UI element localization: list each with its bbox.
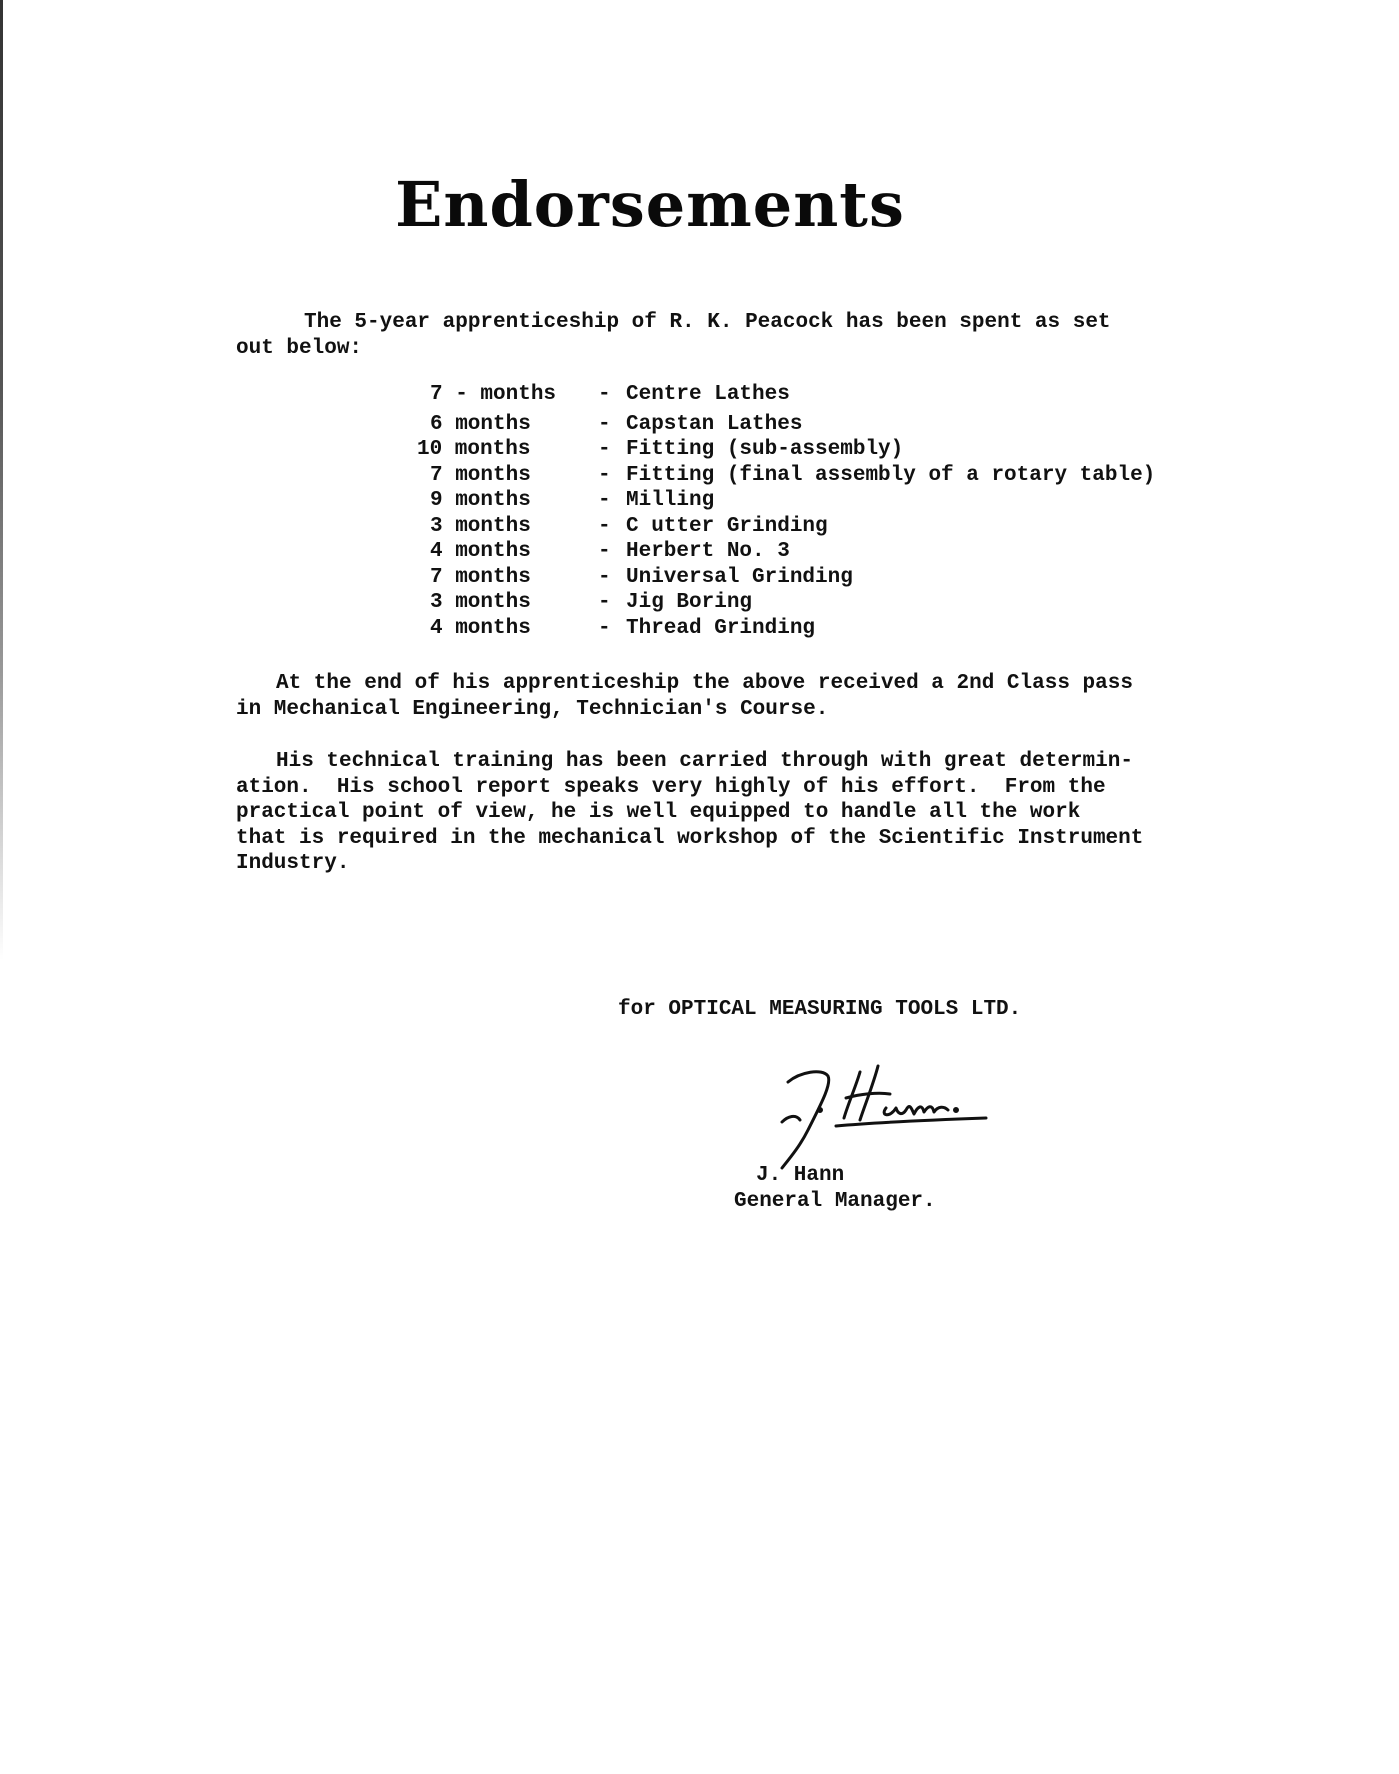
signer-role: General Manager. [734,1189,936,1213]
list-dash: - [598,412,611,436]
training-duration: 7 months [430,463,531,487]
training-duration: 3 months [430,514,531,538]
assessment-line: Industry. [236,852,350,875]
list-dash: - [598,540,611,563]
training-item [430,616,1230,642]
training-area: Universal Grinding [626,565,853,589]
assessment-line: practical point of view, he is well equipped to handle all the work [236,801,1081,824]
intro-paragraph [236,310,1236,361]
signer-block [734,1163,936,1214]
intro-line: The 5-year apprenticeship of R. K. Peacock has been spent as set [304,311,1111,334]
training-item [417,437,1230,463]
training-item [430,488,1230,514]
list-dash: - [598,616,611,640]
training-item [430,565,1230,591]
page-edge [0,0,3,960]
training-duration: 4 months [430,616,531,640]
result-line: At the end of his apprenticeship the above received a 2nd Class pass [276,672,1133,695]
training-item [430,412,1230,438]
signer-name: J. Hann [756,1164,845,1187]
intro-line: out below: [236,336,363,360]
training-area: Fitting (sub-assembly) [626,438,904,461]
list-dash: - [598,489,611,512]
handwritten-signature [760,1050,1000,1170]
training-item [430,463,1230,489]
training-area: Milling [626,489,715,512]
result-line: in Mechanical Engineering, Technician's Course. [236,697,829,721]
training-list [417,382,1230,641]
training-duration: 9 months [430,489,531,512]
assessment-line: that is required in the mechanical workshop of the Scientific Instrument [236,826,1144,850]
training-duration: 10 months [417,438,531,461]
training-duration: 3 months [430,591,531,614]
training-duration: 4 months [430,540,531,563]
training-area: C utter Grinding [626,514,828,538]
list-dash: - [598,438,611,461]
training-duration: 7 - months [430,383,557,406]
company-line: for OPTICAL MEASURING TOOLS LTD. [618,998,1022,1021]
training-area: Capstan Lathes [626,412,803,436]
list-dash: - [598,565,611,589]
training-area: Jig Boring [626,591,753,614]
assessment-paragraph [236,749,1236,877]
training-area: Fitting (final assembly of a rotary table) [626,463,1156,487]
training-item [430,590,1230,616]
list-dash: - [598,463,611,487]
training-area: Herbert No. 3 [626,540,790,563]
training-item [430,382,1230,408]
result-paragraph [236,671,1236,722]
training-duration: 6 months [430,412,531,436]
training-duration: 7 months [430,565,531,589]
training-area: Thread Grinding [626,616,816,640]
training-item [430,539,1230,565]
assessment-line: ation. His school report speaks very highly of his effort. From the [236,775,1106,799]
list-dash: - [598,514,611,538]
assessment-line: His technical training has been carried through with great determin- [276,750,1133,773]
training-area: Centre Lathes [626,383,790,406]
list-dash: - [598,591,611,614]
list-dash: - [598,383,611,406]
training-item [430,514,1230,540]
document-title: Endorsements [395,168,905,241]
